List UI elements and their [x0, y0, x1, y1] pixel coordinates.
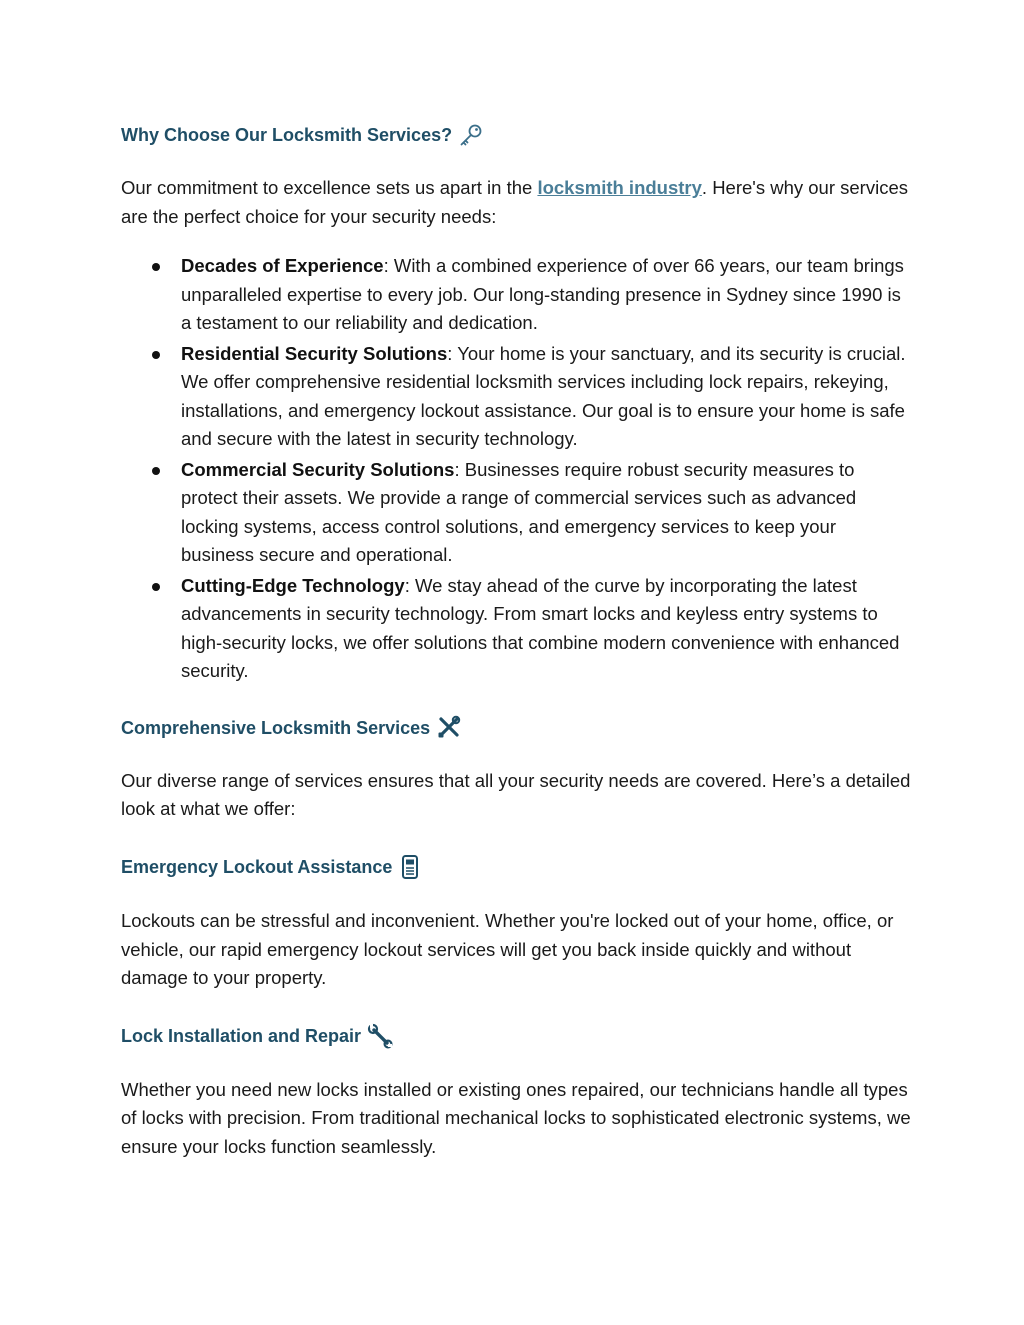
comprehensive-services-heading: [121, 711, 911, 745]
list-item-text: : With a combined experience of over 66 years, our team brings unparalleled expertise to every job. Our long-standing presence in Sydney since 1990 is a testament to our reliability and dedication.: [181, 255, 904, 334]
bullet-dot: [152, 467, 160, 475]
wrench-icon: [367, 1023, 393, 1049]
bullet-dot: [152, 263, 160, 271]
list-item-title: Commercial Security Solutions: [181, 458, 455, 480]
emergency-lockout-heading: [121, 850, 911, 884]
intro-text-after: . Here's why our services are the perfect choice for your security needs:: [121, 177, 908, 227]
comprehensive-heading-text: Comprehensive Locksmith Services: [121, 717, 431, 738]
pager-icon: [401, 854, 419, 880]
list-item-text: : We stay ahead of the curve by incorporating the latest advancements in security technology. From smart locks and keyless entry systems to high-security locks, we offer solutions that combine modern convenience with enhanced security.: [181, 574, 900, 682]
list-item-title: Residential Security Solutions: [181, 342, 448, 364]
installation-heading-text: Lock Installation and Repair: [121, 1025, 362, 1046]
list-item-title: Decades of Experience: [181, 255, 384, 277]
lock-installation-text: Whether you need new locks installed or existing ones repaired, our technicians handle all types of locks with precision. From traditional mechanical locks to sophisticated electronic systems, we ensure your locks function seamlessly.: [121, 1078, 911, 1158]
intro-text-before: Our commitment to excellence sets us apart in the: [121, 177, 538, 198]
why-choose-heading: [121, 118, 911, 152]
list-item: [121, 252, 911, 338]
document-page: [121, 118, 911, 1162]
why-choose-heading-text: Why Choose Our Locksmith Services?: [121, 125, 453, 145]
lock-installation-heading: [121, 1019, 911, 1053]
emergency-heading-text: Emergency Lockout Assistance: [121, 857, 393, 878]
tools-icon: [436, 715, 462, 741]
list-item: [121, 572, 911, 686]
bullet-dot: [152, 583, 160, 591]
reasons-list: [121, 252, 911, 686]
emergency-lockout-text: Lockouts can be stressful and inconvenient. Whether you're locked out of your home, office, or vehicle, our rapid emergency lockout services will get you back inside quickly and without damage to your property.: [121, 910, 894, 989]
key-icon: [458, 122, 484, 148]
list-item: [121, 340, 911, 454]
bullet-dot: [152, 351, 160, 359]
list-item-text: : Businesses require robust security measures to protect their assets. We provide a range of commercial services such as advanced locking systems, access control solutions, and emergency services to keep your business secure and operational.: [181, 458, 857, 566]
why-choose-intro: [121, 174, 911, 231]
comprehensive-services-text: Our diverse range of services ensures that all your security needs are covered. Here’s a detailed look at what we offer:: [121, 769, 911, 820]
list-item-title: Cutting-Edge Technology: [181, 574, 405, 596]
list-item-text: : Your home is your sanctuary, and its security is crucial. We offer comprehensive residential locksmith services including lock repairs, rekeying, installations, and emergency lockout assistance. Our goal is to ensure your home is safe and secure with the latest in security technology.: [181, 342, 906, 450]
locksmith-industry-link[interactable]: locksmith industry: [537, 177, 702, 198]
list-item: [121, 456, 911, 570]
